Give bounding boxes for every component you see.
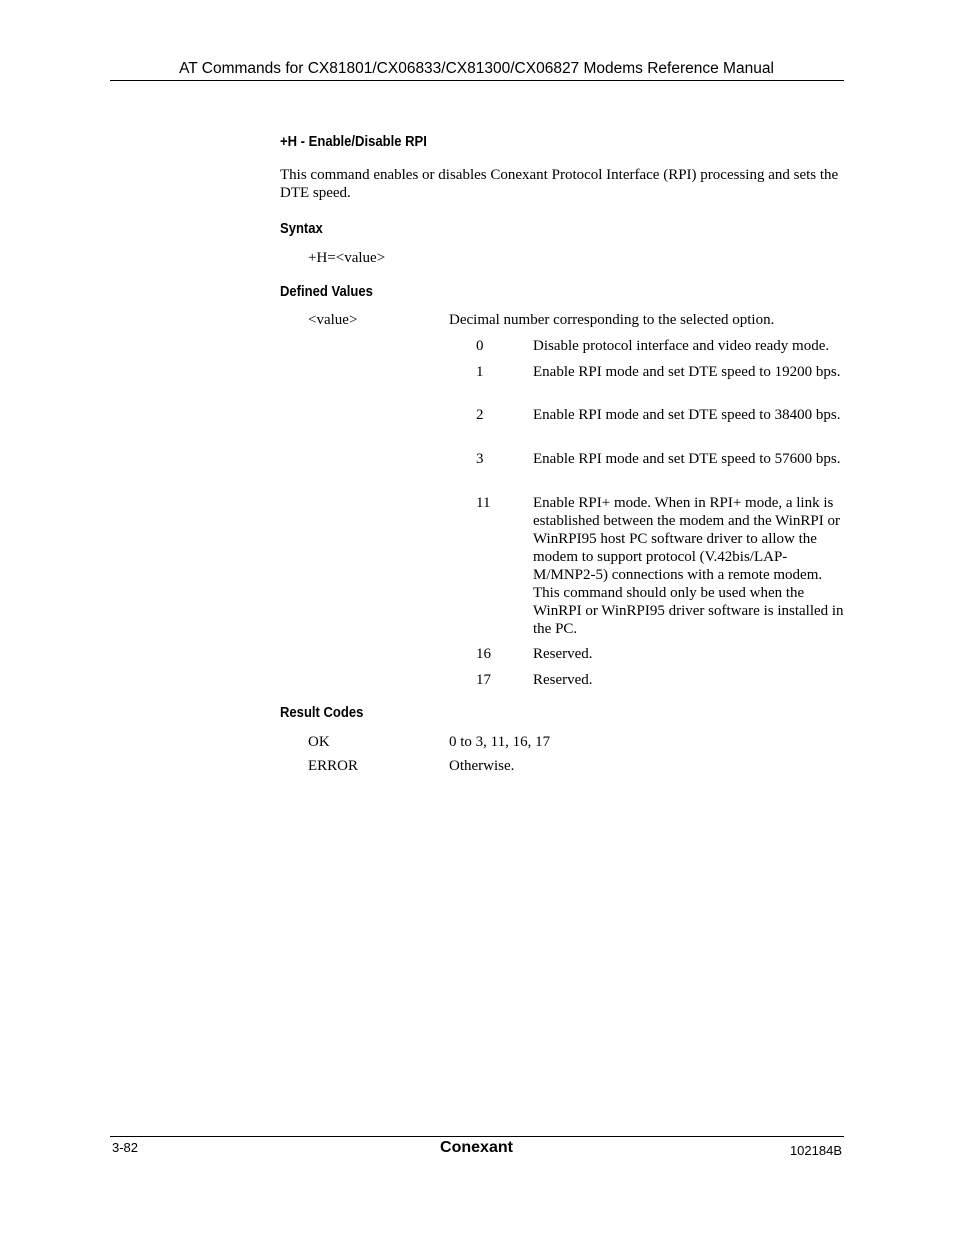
- option-number: 16: [476, 646, 491, 662]
- section-intro: This command enables or disables Conexant Protocol Interface (RPI) processing and sets the DTE speed.: [280, 167, 839, 201]
- option-number: 11: [476, 495, 491, 511]
- option-description: Disable protocol interface and video ready mode.: [533, 338, 830, 354]
- header-rule: [110, 80, 844, 81]
- option-description: Reserved.: [533, 646, 593, 662]
- company-name: Conexant: [440, 1139, 513, 1156]
- defined-values-heading: Defined Values: [280, 284, 373, 300]
- option-number: 0: [476, 338, 484, 354]
- result-code: OK: [308, 734, 330, 750]
- option-description: Enable RPI mode and set DTE speed to 38400 bps.: [533, 407, 841, 423]
- option-number: 1: [476, 364, 484, 380]
- footer-rule: [110, 1136, 844, 1137]
- result-code-description: 0 to 3, 11, 16, 17: [449, 734, 551, 750]
- param-description: Decimal number corresponding to the selected option.: [449, 312, 775, 328]
- option-description: Enable RPI+ mode. When in RPI+ mode, a link is established between the modem and the WinRPI or WinRPI95 host PC software driver to allow the modem to support protocol (V.42bis/LAP-M/MNP2-5) connections with a remote modem. This command should only be used when the WinRPI or WinRPI95 driver software is installed in the PC.: [533, 495, 844, 637]
- result-code-description: Otherwise.: [449, 758, 515, 774]
- option-number: 3: [476, 451, 484, 467]
- page-number: 3-82: [112, 1140, 139, 1155]
- section-title: +H - Enable/Disable RPI: [280, 134, 427, 150]
- document-number: 102184B: [789, 1143, 842, 1158]
- param-name: <value>: [308, 312, 358, 328]
- running-header: AT Commands for CX81801/CX06833/CX81300/CX06827 Modems Reference Manual: [179, 60, 774, 77]
- option-description: Reserved.: [533, 672, 593, 688]
- result-codes-heading: Result Codes: [280, 705, 364, 721]
- syntax-text: +H=<value>: [308, 250, 386, 266]
- syntax-heading: Syntax: [280, 221, 323, 237]
- option-number: 17: [476, 672, 491, 688]
- option-description: Enable RPI mode and set DTE speed to 57600 bps.: [533, 451, 841, 467]
- option-description: Enable RPI mode and set DTE speed to 19200 bps.: [533, 364, 841, 380]
- result-code: ERROR: [308, 758, 359, 774]
- option-number: 2: [476, 407, 484, 423]
